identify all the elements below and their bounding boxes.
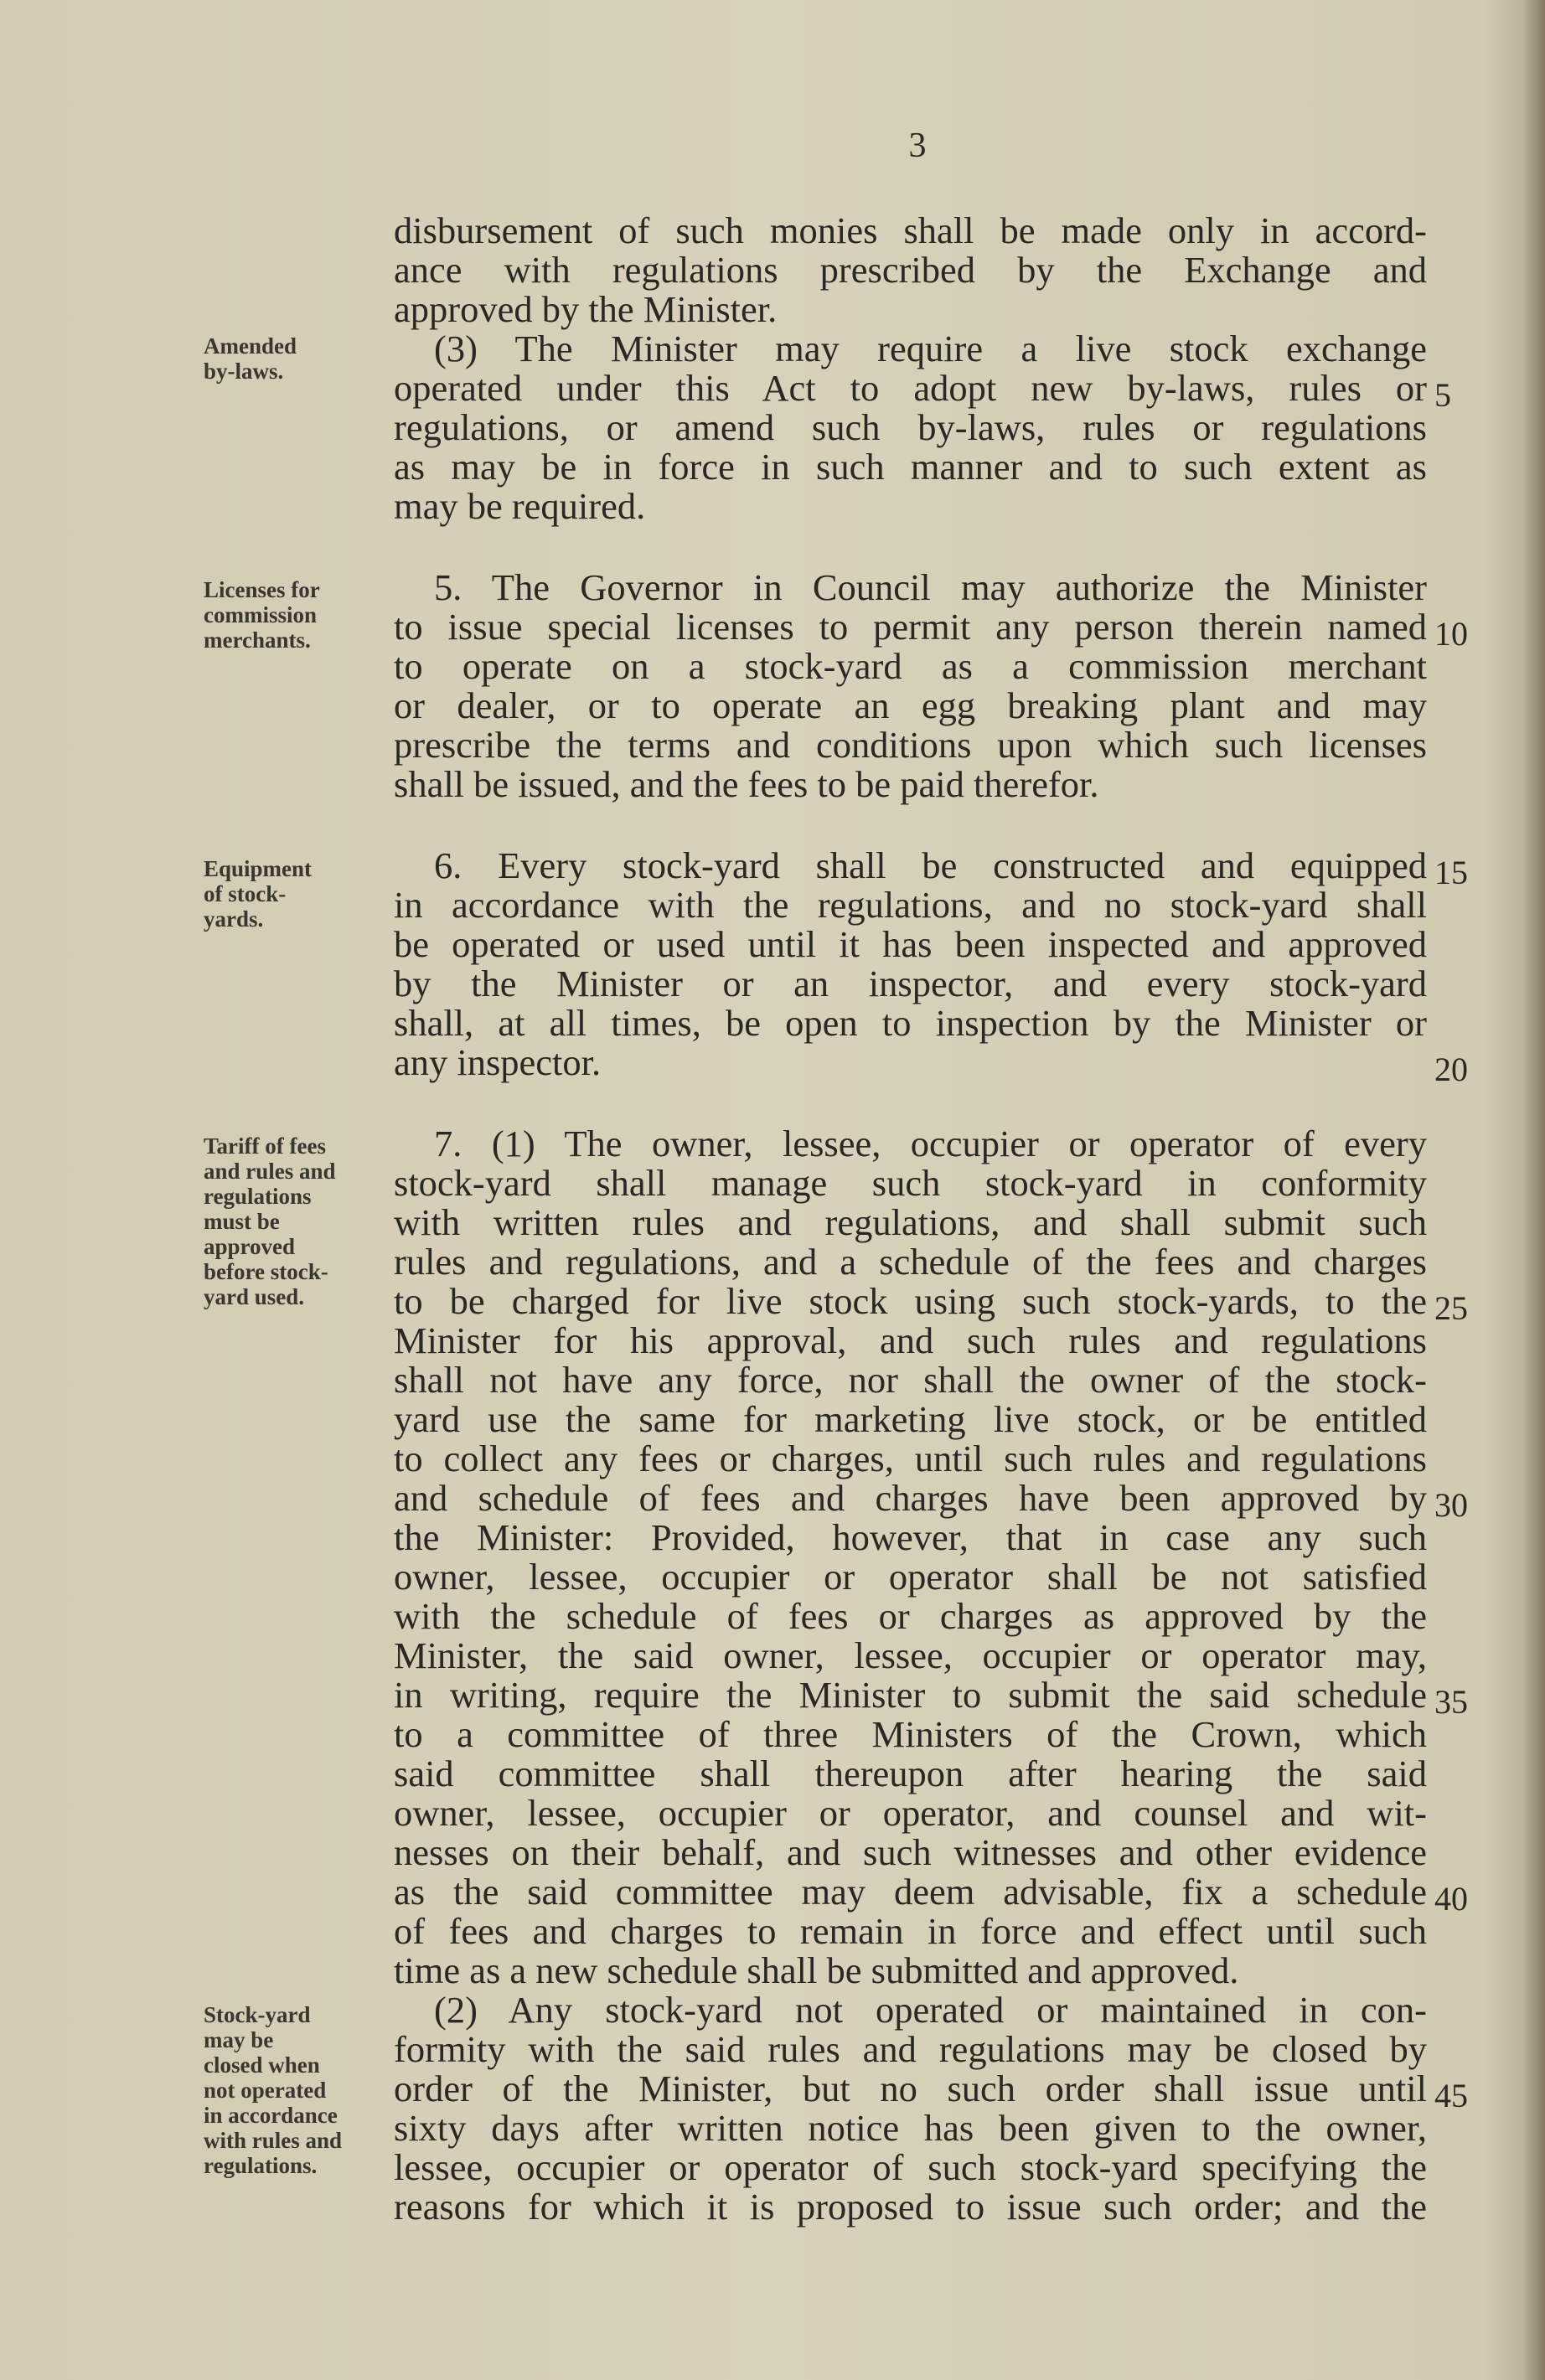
body-line: sixty days after written notice has been given to the owner, (394, 2107, 1427, 2149)
body-line: with written rules and regulations, and shall submit such (394, 1201, 1427, 1243)
body-line: stock-yard shall manage such stock-yard in conformity (394, 1162, 1427, 1204)
body-line: by the Minister or an inspector, and every stock-yard (394, 963, 1427, 1004)
body-line: reasons for which it is proposed to issue such order; and the (394, 2186, 1427, 2228)
body-line: (2) Any stock-yard not operated or maintained in con- (434, 1989, 1427, 2031)
body-line: prescribe the terms and conditions upon which such licenses (394, 724, 1427, 766)
line-number: 10 (1434, 615, 1468, 653)
body-line: as may be in force in such manner and to such extent as (394, 446, 1427, 488)
body-line: yard use the same for marketing live stock, or be entitled (394, 1398, 1427, 1440)
body-line: to be charged for live stock using such stock-yards, to the (394, 1280, 1427, 1322)
body-line: time as a new schedule shall be submitted and approved. (394, 1949, 1239, 1991)
body-line: as the said committee may deem advisable, fix a schedule (394, 1871, 1427, 1913)
body-line: shall not have any force, nor shall the owner of the stock- (394, 1359, 1427, 1401)
body-line: to operate on a stock-yard as a commission merchant (394, 645, 1427, 687)
margin-note-amended-bylaws: Amended by-laws. (204, 333, 297, 384)
body-line: any inspector. (394, 1041, 602, 1083)
body-line: to collect any fees or charges, until such rules and regulations (394, 1438, 1427, 1479)
line-number: 25 (1434, 1289, 1468, 1327)
body-line: shall, at all times, be open to inspection by the Minister or (394, 1002, 1427, 1044)
line-number: 5 (1434, 376, 1451, 414)
body-line: ance with regulations prescribed by the Exchange and (394, 249, 1427, 291)
body-line: the Minister: Provided, however, that in case any such (394, 1516, 1427, 1558)
body-line: of fees and charges to remain in force and effect until such (394, 1910, 1427, 1952)
line-number: 35 (1434, 1683, 1468, 1721)
body-line: lessee, occupier or operator of such stock-yard specifying the (394, 2146, 1427, 2188)
body-line: Minister, the said owner, lessee, occupier or operator may, (394, 1634, 1427, 1676)
body-line: regulations, or amend such by-laws, rules or regulations (394, 406, 1427, 448)
body-line: Minister for his approval, and such rules and regulations (394, 1319, 1427, 1361)
body-line: may be required. (394, 485, 646, 527)
page-edge-shadow (1523, 0, 1545, 2380)
line-number: 15 (1434, 854, 1468, 891)
body-line: and schedule of fees and charges have been approved by (394, 1477, 1427, 1519)
body-line: be operated or used until it has been inspected and approved (394, 923, 1427, 965)
margin-note-stockyard-closed: Stock-yard may be closed when not operated in accordance with rules and regulations. (204, 2002, 343, 2178)
body-line: rules and regulations, and a schedule of the fees and charges (394, 1241, 1427, 1283)
body-line: formity with the said rules and regulations may be closed by (394, 2028, 1427, 2070)
body-line: owner, lessee, occupier or operator, and counsel and wit- (394, 1792, 1427, 1834)
body-line: in accordance with the regulations, and no stock-yard shall (394, 884, 1427, 926)
body-line: in writing, require the Minister to submit the said schedule (394, 1674, 1427, 1716)
body-line: or dealer, or to operate an egg breaking plant and may (394, 684, 1427, 726)
margin-note-tariff: Tariff of fees and rules and regulations must be approved before stock- yard used. (204, 1133, 336, 1309)
body-line: owner, lessee, occupier or operator shall be not satisfied (394, 1556, 1427, 1598)
body-line: shall be issued, and the fees to be paid therefor. (394, 763, 1099, 805)
section-7-heading-line: 7. (1) The owner, lessee, occupier or operator of every (434, 1123, 1427, 1164)
line-number: 45 (1434, 2077, 1468, 2114)
body-line: said committee shall thereupon after hearing the said (394, 1753, 1427, 1794)
body-line: to issue special licenses to permit any person therein named (394, 606, 1427, 648)
body-line: operated under this Act to adopt new by-laws, rules or (394, 367, 1427, 409)
body-line: (3) The Minister may require a live stock exchange (434, 328, 1427, 369)
line-number: 20 (1434, 1051, 1468, 1088)
body-line: nesses on their behalf, and such witnesses and other evidence (394, 1831, 1427, 1873)
section-6-heading-line: 6. Every stock-yard shall be constructed and equipped (434, 844, 1427, 886)
line-number: 30 (1434, 1486, 1468, 1524)
body-line: order of the Minister, but no such order shall issue until (394, 2068, 1427, 2109)
body-line: with the schedule of fees or charges as approved by the (394, 1595, 1427, 1637)
body-line: to a committee of three Ministers of the Crown, which (394, 1713, 1427, 1755)
margin-note-licenses: Licenses for commission merchants. (204, 577, 320, 653)
page-number: 3 (908, 126, 927, 165)
line-number: 40 (1434, 1880, 1468, 1918)
body-line: disbursement of such monies shall be made only in accord- (394, 209, 1427, 251)
body-line: approved by the Minister. (394, 288, 778, 330)
margin-note-equipment: Equipment of stock- yards. (204, 856, 313, 932)
section-5-heading-line: 5. The Governor in Council may authorize the Minister (434, 566, 1427, 608)
